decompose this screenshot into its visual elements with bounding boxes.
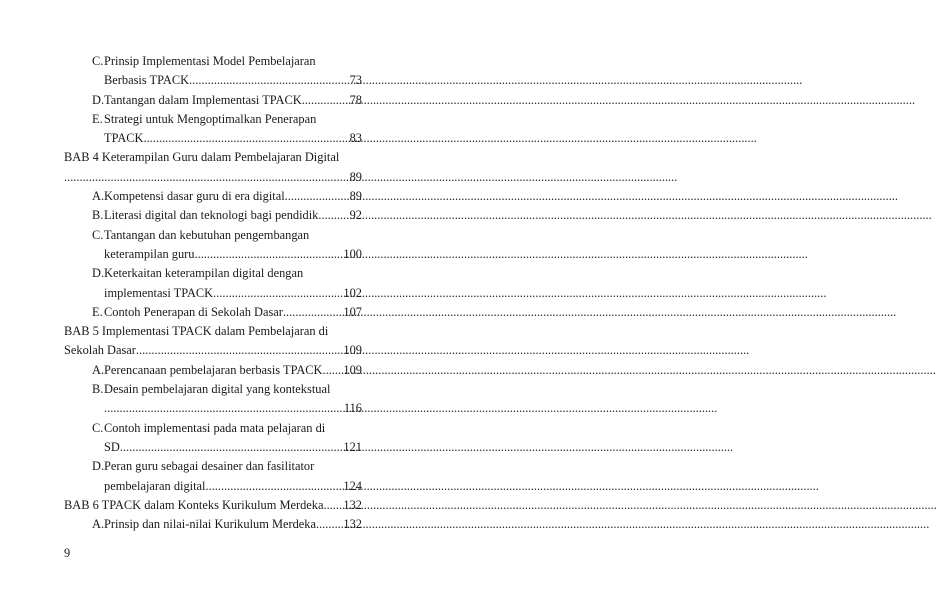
toc-entry-title: Keterkaitan keterampilan digital dengan <box>104 266 304 281</box>
toc-dot-leader <box>206 477 344 496</box>
toc-subsection-entry[interactable] <box>64 110 362 129</box>
toc-dot-leader <box>318 206 349 225</box>
toc-page-number: 89 <box>349 189 362 204</box>
toc-page-number: 116 <box>343 401 362 416</box>
toc-entry-title: Contoh implementasi pada mata pelajaran di <box>104 420 326 435</box>
toc-chapter-entry[interactable] <box>64 322 362 341</box>
toc-subsection-entry[interactable] <box>64 438 362 457</box>
toc-entry-letter: B. <box>92 208 104 223</box>
toc-page-number: 109 <box>343 362 362 377</box>
toc-entry-title: pembelajaran digital <box>104 478 206 493</box>
toc-subsection-entry[interactable] <box>64 477 362 496</box>
toc-entry-title: Berbasis TPACK <box>104 73 190 88</box>
toc-entry-title: Desain pembelajaran digital yang kontekstual <box>104 382 331 397</box>
toc-subsection-entry[interactable] <box>64 399 362 418</box>
toc-entry-title: BAB 5 Implementasi TPACK dalam Pembelajaran di <box>64 324 329 339</box>
toc-chapter-entry[interactable] <box>64 496 362 515</box>
toc-subsection-entry[interactable] <box>64 206 362 225</box>
toc-page-number: 102 <box>343 285 362 300</box>
toc-entry-title: Prinsip Implementasi Model Pembelajaran <box>104 54 316 68</box>
toc-dot-leader <box>285 187 350 206</box>
toc-page-number: 100 <box>343 246 362 261</box>
toc-dot-leader <box>316 515 343 534</box>
toc-page-number: 124 <box>343 478 362 493</box>
toc-dot-leader <box>104 399 344 418</box>
page-number: 9 <box>64 546 71 560</box>
toc-entry-letter: D. <box>92 92 105 107</box>
toc-page-number: 109 <box>343 343 362 358</box>
toc-entry-title: keterampilan guru <box>104 246 195 261</box>
toc-subsection-entry[interactable] <box>64 71 362 90</box>
toc-entry-title: Kompetensi dasar guru di era digital <box>104 189 285 204</box>
toc-subsection-entry[interactable] <box>64 187 362 206</box>
toc-entry-title: Contoh Penerapan di Sekolah Dasar <box>104 304 283 319</box>
toc-dot-leader <box>213 284 343 303</box>
toc-entry-title: Peran guru sebagai desainer dan fasilitator <box>104 459 315 474</box>
toc-page-number: 132 <box>343 517 362 532</box>
toc-entry-title: BAB 4 Keterampilan Guru dalam Pembelajaran Digital <box>64 150 340 165</box>
toc-dot-leader <box>302 91 350 110</box>
toc-subsection-entry[interactable] <box>64 91 362 110</box>
toc-entry-title: BAB 6 TPACK dalam Konteks Kurikulum Merdeka <box>64 497 324 512</box>
toc-dot-leader <box>64 168 350 187</box>
toc-entry-title: Literasi digital dan teknologi bagi pendidik <box>104 208 319 223</box>
table-of-contents <box>64 52 362 534</box>
toc-dot-leader <box>120 438 344 457</box>
toc-subsection-entry[interactable] <box>64 226 362 245</box>
toc-subsection-entry[interactable] <box>64 515 362 534</box>
toc-entry-letter: C. <box>92 54 104 68</box>
toc-subsection-entry[interactable] <box>64 52 362 71</box>
toc-entry-letter: A. <box>92 362 105 377</box>
toc-chapter-entry[interactable] <box>64 168 362 187</box>
toc-entry-letter: E. <box>92 304 103 319</box>
toc-page-number: 78 <box>349 92 362 107</box>
toc-entry-title: Prinsip dan nilai-nilai Kurikulum Merdeka <box>104 517 316 532</box>
toc-subsection-entry[interactable] <box>64 361 362 380</box>
toc-entry-title: Tantangan dalam Implementasi TPACK <box>104 92 302 107</box>
toc-dot-leader <box>324 496 344 515</box>
toc-entry-title: Strategi untuk Mengoptimalkan Penerapan <box>104 111 317 126</box>
toc-entry-title: Sekolah Dasar <box>64 343 136 358</box>
toc-subsection-entry[interactable] <box>64 457 362 476</box>
toc-subsection-entry[interactable] <box>64 264 362 283</box>
toc-page-number: 83 <box>349 131 362 146</box>
toc-entry-letter: D. <box>92 266 105 281</box>
toc-entry-letter: D. <box>92 459 105 474</box>
toc-page-number: 132 <box>343 497 362 512</box>
toc-subsection-entry[interactable] <box>64 419 362 438</box>
toc-dot-leader <box>283 303 343 322</box>
toc-entry-title: Perencanaan pembelajaran berbasis TPACK <box>104 362 323 377</box>
toc-entry-title: TPACK <box>104 131 144 146</box>
toc-page-number: 73 <box>349 73 362 88</box>
toc-chapter-entry[interactable] <box>64 148 362 167</box>
toc-entry-title: implementasi TPACK <box>104 285 214 300</box>
toc-subsection-entry[interactable] <box>64 303 362 322</box>
toc-subsection-entry[interactable] <box>64 129 362 148</box>
toc-dot-leader <box>195 245 344 264</box>
toc-entry-letter: C. <box>92 227 104 242</box>
toc-entry-letter: E. <box>92 111 103 126</box>
toc-dot-leader <box>143 129 349 148</box>
toc-entry-letter: A. <box>92 517 105 532</box>
toc-entry-letter: C. <box>92 420 104 435</box>
toc-subsection-entry[interactable] <box>64 380 362 399</box>
toc-dot-leader <box>136 341 343 360</box>
toc-subsection-entry[interactable] <box>64 245 362 264</box>
toc-dot-leader <box>189 71 350 90</box>
toc-dot-leader <box>323 361 344 380</box>
toc-subsection-entry[interactable] <box>64 284 362 303</box>
toc-entry-letter: B. <box>92 382 104 397</box>
toc-page-number: 107 <box>343 304 362 319</box>
toc-page-number: 92 <box>349 208 362 223</box>
toc-page-number: 89 <box>349 169 362 184</box>
toc-page-number: 121 <box>343 439 362 454</box>
toc-chapter-entry[interactable] <box>64 341 362 360</box>
toc-entry-letter: A. <box>92 189 105 204</box>
toc-entry-title: Tantangan dan kebutuhan pengembangan <box>104 227 310 242</box>
toc-entry-title: SD <box>104 439 120 454</box>
